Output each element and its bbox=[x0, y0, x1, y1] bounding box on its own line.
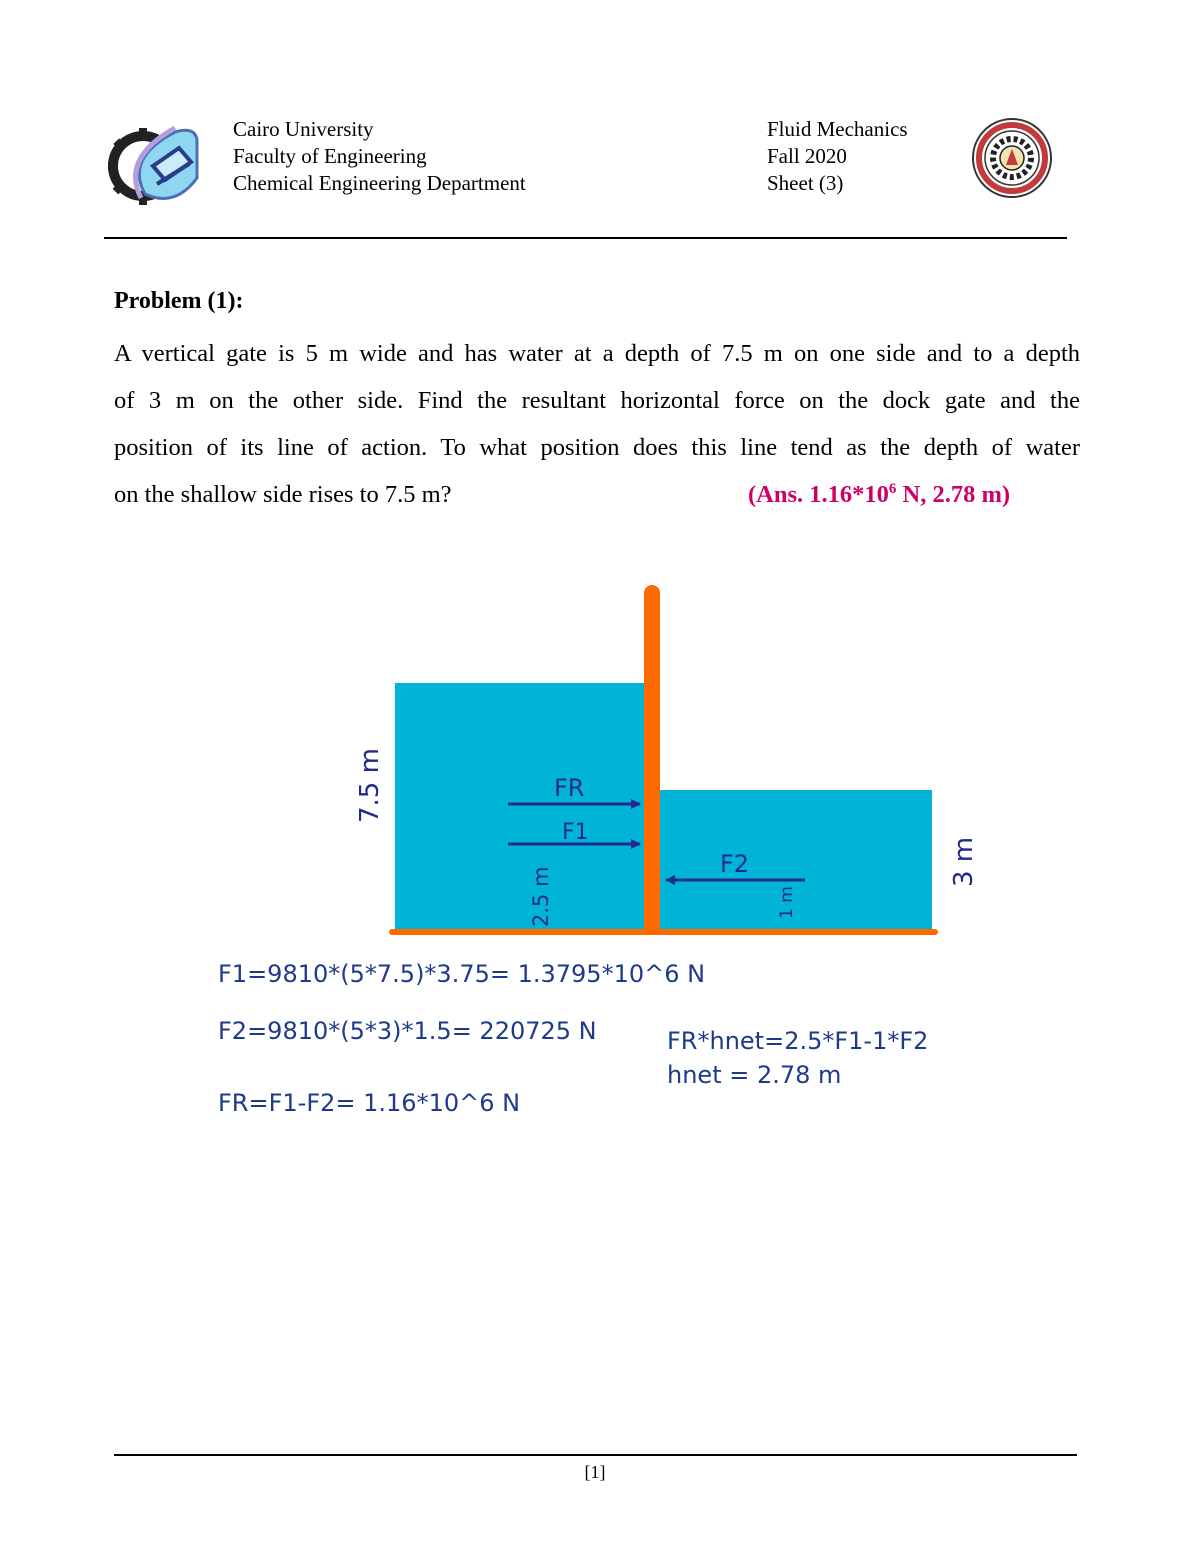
university-name: Cairo University bbox=[233, 117, 374, 141]
page-number: [1] bbox=[584, 1462, 606, 1482]
calc-f1: F1=9810*(5*7.5)*3.75= 1.3795*10^6 N bbox=[218, 960, 706, 988]
course-name: Fluid Mechanics bbox=[767, 117, 908, 141]
semester: Fall 2020 bbox=[767, 144, 847, 168]
problem-statement bbox=[114, 330, 1080, 518]
answer-suffix: N, 2.78 m) bbox=[896, 481, 1011, 508]
f1-height-label: 2.5 m bbox=[529, 866, 553, 927]
problem-line-2: of 3 m on the other side. Find the resultant horizontal force on the dock gate and the bbox=[114, 387, 1080, 414]
department-name: Chemical Engineering Department bbox=[233, 171, 526, 195]
faculty-name: Faculty of Engineering bbox=[233, 144, 427, 168]
calc-hnet: hnet = 2.78 m bbox=[667, 1061, 842, 1089]
problem-line-4-wrap bbox=[114, 471, 1080, 518]
university-seal bbox=[970, 117, 1054, 199]
left-depth-label: 7.5 m bbox=[355, 748, 385, 823]
footer-divider bbox=[114, 1454, 1077, 1456]
engineering-logo bbox=[105, 118, 200, 210]
calc-fr: FR=F1-F2= 1.16*10^6 N bbox=[218, 1089, 521, 1117]
calc-f2: F2=9810*(5*3)*1.5= 220725 N bbox=[218, 1017, 597, 1045]
header-right-block bbox=[767, 116, 908, 197]
gate-diagram bbox=[330, 575, 1010, 945]
f1-label: F1 bbox=[562, 820, 589, 845]
header-left-block bbox=[233, 116, 526, 197]
answer bbox=[748, 471, 1010, 518]
f2-label: F2 bbox=[720, 850, 750, 878]
fr-label: FR bbox=[554, 774, 585, 802]
problem-line-4: on the shallow side rises to 7.5 m? bbox=[114, 481, 452, 508]
f2-height-label: 1 m bbox=[777, 886, 797, 919]
sheet-number: Sheet (3) bbox=[767, 171, 844, 195]
problem-line-3: position of its line of action. To what position does this line tend as the depth of water bbox=[114, 434, 1080, 461]
answer-exponent: 6 bbox=[888, 480, 897, 497]
problem-title: Problem (1): bbox=[114, 288, 244, 314]
problem-line-1: A vertical gate is 5 m wide and has water at a depth of 7.5 m on one side and to a depth bbox=[114, 340, 1080, 367]
deep-water bbox=[395, 683, 645, 931]
calc-moment: FR*hnet=2.5*F1-1*F2 bbox=[667, 1027, 929, 1055]
header-divider bbox=[104, 237, 1067, 239]
answer-prefix: (Ans. 1.16*10 bbox=[748, 481, 889, 508]
right-depth-label: 3 m bbox=[949, 836, 979, 887]
